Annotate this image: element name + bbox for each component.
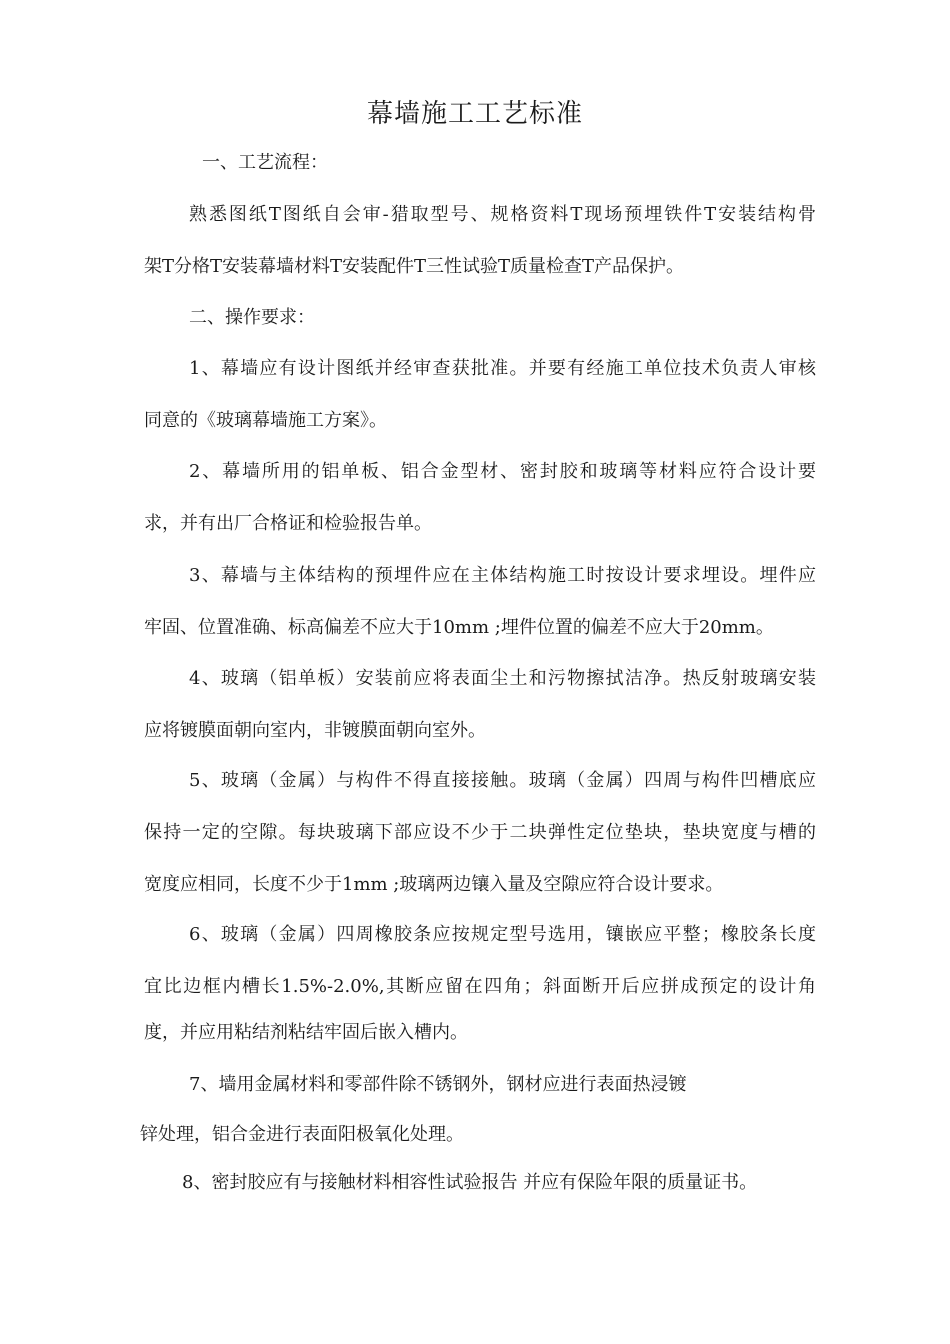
process-line-1: 熟悉图纸T图纸自会审-猎取型号、规格资料T现场预埋铁件T安装结构骨: [189, 204, 816, 225]
item-7-line-2: 锌处理，铝合金进行表面阳极氧化处理。: [140, 1124, 464, 1145]
item-8-line-1: 8、密封胶应有与接触材料相容性试验报告 并应有保险年限的质量证书。: [182, 1172, 758, 1193]
item-4-line-2: 应将镀膜面朝向室内，非镀膜面朝向室外。: [144, 720, 486, 741]
item-2-line-1: 2、幕墙所用的铝单板、铝合金型材、密封胶和玻璃等材料应符合设计要: [189, 461, 816, 482]
item-2-line-2: 求，并有出厂合格证和检验报告单。: [144, 513, 432, 534]
item-3-line-2: 牢固、位置准确、标高偏差不应大于10mm ;埋件位置的偏差不应大于20mm。: [144, 617, 774, 638]
item-5-line-3: 宽度应相同，长度不少于1mm ;玻璃两边镶入量及空隙应符合设计要求。: [144, 874, 724, 895]
item-6-line-3: 度，并应用粘结剂粘结牢固后嵌入槽内。: [144, 1022, 468, 1043]
item-5-line-2: 保持一定的空隙。每块玻璃下部应设不少于二块弹性定位垫块，垫块宽度与槽的: [144, 822, 816, 843]
item-5-line-1: 5、玻璃（金属）与构件不得直接接触。玻璃（金属）四周与构件凹槽底应: [189, 770, 816, 791]
document-title: 幕墙施工工艺标准: [366, 99, 583, 129]
item-1-line-2: 同意的《玻璃幕墙施工方案》。: [144, 410, 387, 431]
item-4-line-1: 4、玻璃（铝单板）安装前应将表面尘土和污物擦拭洁净。热反射玻璃安装: [189, 668, 816, 689]
item-6-line-2: 宜比边框内槽长1.5%-2.0%,其断应留在四角；斜面断开后应拼成预定的设计角: [144, 976, 816, 997]
item-6-line-1: 6、玻璃（金属）四周橡胶条应按规定型号选用，镶嵌应平整；橡胶条长度: [189, 924, 816, 945]
item-3-line-1: 3、幕墙与主体结构的预埋件应在主体结构施工时按设计要求埋设。埋件应: [189, 565, 816, 586]
section-heading-process: 一、工艺流程：: [202, 152, 328, 173]
process-line-2: 架T分格T安装幕墙材料T安装配件T三性试验T质量检查T产品保护。: [144, 256, 685, 277]
item-1-line-1: 1、幕墙应有设计图纸并经审查获批准。并要有经施工单位技术负责人审核: [189, 358, 816, 379]
item-7-line-1: 7、墙用金属材料和零部件除不锈钢外，钢材应进行表面热浸镀: [189, 1074, 687, 1095]
section-heading-requirements: 二、操作要求：: [189, 307, 315, 328]
